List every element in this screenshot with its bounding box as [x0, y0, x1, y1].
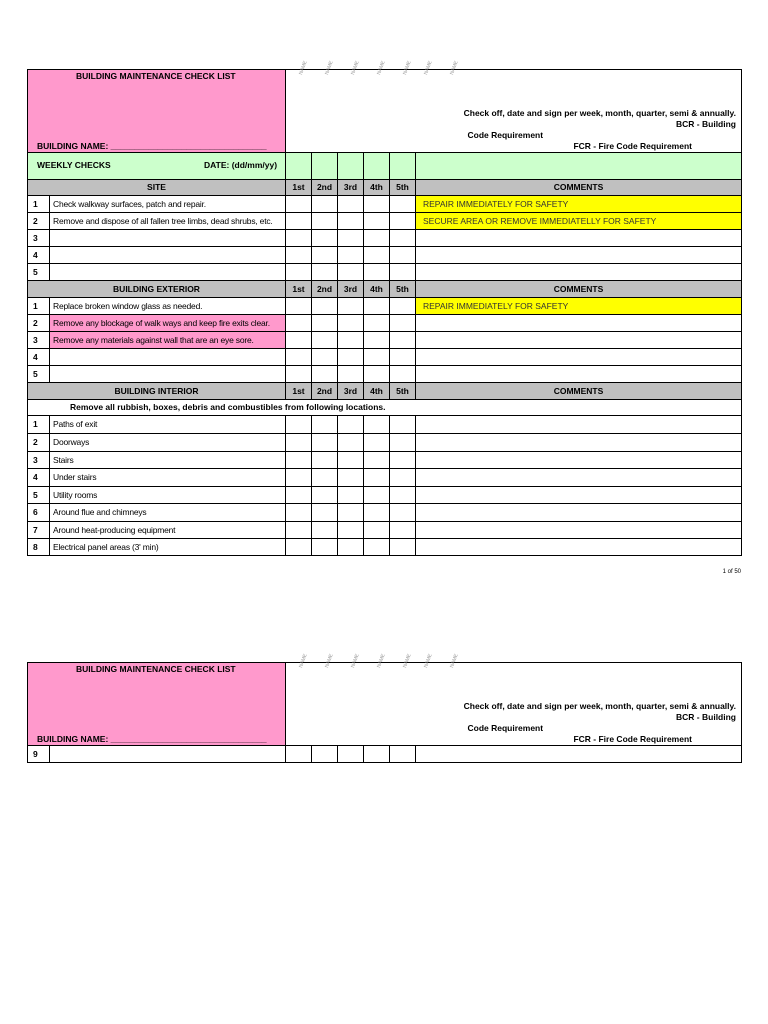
task-item[interactable]	[50, 746, 286, 763]
weekly-checks-row	[28, 153, 286, 180]
check-cell[interactable]	[286, 349, 312, 366]
task-item: Replace broken window glass as needed.	[50, 298, 286, 315]
table-row	[28, 315, 742, 332]
name-column-1[interactable]: NAME	[286, 663, 312, 746]
check-cell[interactable]	[338, 332, 364, 349]
row-number: 2	[28, 213, 50, 230]
check-cell[interactable]	[390, 264, 416, 281]
check-cell[interactable]	[390, 332, 416, 349]
title-block	[28, 663, 286, 746]
check-cell[interactable]	[312, 522, 338, 539]
check-cell[interactable]	[338, 264, 364, 281]
check-cell[interactable]	[312, 366, 338, 383]
comment-cell[interactable]	[416, 487, 742, 504]
col-5th-header: 5th	[390, 281, 416, 298]
table-row	[28, 504, 742, 522]
table-row	[28, 522, 742, 539]
row-number: 7	[28, 522, 50, 539]
page-number: 1 of 50	[722, 569, 741, 575]
col-3rd-header: 3rd	[338, 383, 364, 400]
row-number: 2	[28, 434, 50, 452]
instructions-text: Check off, date and sign per week, month, quarter, semi & annually.	[463, 701, 736, 711]
comment-cell[interactable]	[416, 452, 742, 469]
check-cell[interactable]	[338, 247, 364, 264]
check-cell[interactable]	[364, 213, 390, 230]
check-cell[interactable]	[390, 434, 416, 452]
weekly-checks-label: WEEKLY CHECKS	[37, 160, 111, 170]
check-cell[interactable]	[312, 196, 338, 213]
check-cell[interactable]	[364, 522, 390, 539]
check-cell[interactable]	[364, 416, 390, 434]
check-cell[interactable]	[390, 504, 416, 522]
checklist-table	[27, 60, 742, 556]
table-row	[28, 487, 742, 504]
check-cell[interactable]	[364, 366, 390, 383]
check-cell[interactable]	[286, 434, 312, 452]
col-4th-header: 4th	[364, 180, 390, 196]
task-item: Around flue and chimneys	[50, 504, 286, 522]
check-cell[interactable]	[390, 349, 416, 366]
comment-cell[interactable]	[416, 539, 742, 556]
task-item: Utility rooms	[50, 487, 286, 504]
table-row	[28, 196, 742, 213]
check-cell[interactable]	[312, 539, 338, 556]
comment-cell[interactable]	[416, 746, 742, 763]
task-item[interactable]	[50, 230, 286, 247]
comment-cell[interactable]	[416, 230, 742, 247]
row-number: 5	[28, 264, 50, 281]
table-row	[28, 469, 742, 487]
table-row	[28, 746, 742, 763]
interior-note: Remove all rubbish, boxes, debris and combustibles from following locations.	[28, 400, 742, 416]
task-item: Paths of exit	[50, 416, 286, 434]
comment-cell[interactable]	[416, 349, 742, 366]
instructions-block: NAME NAME Check off, date and sign per week, month, quarter, semi & annually. BCR - Building Code Requirement FCR - Fire Code Requirement	[416, 663, 742, 746]
name-column-4[interactable]: NAME	[364, 70, 390, 153]
task-item[interactable]	[50, 264, 286, 281]
check-cell[interactable]	[312, 746, 338, 763]
check-cell[interactable]	[286, 539, 312, 556]
row-number: 6	[28, 504, 50, 522]
check-cell[interactable]	[312, 332, 338, 349]
check-cell[interactable]	[390, 746, 416, 763]
check-cell[interactable]	[312, 349, 338, 366]
comments-header: COMMENTS	[416, 180, 742, 196]
check-cell[interactable]	[312, 298, 338, 315]
check-cell[interactable]	[390, 213, 416, 230]
name-column-5[interactable]: NAME	[390, 70, 416, 153]
date-cell-3rd[interactable]	[338, 153, 364, 180]
col-1st-header: 1st	[286, 180, 312, 196]
date-cell-1st[interactable]	[286, 153, 312, 180]
check-cell[interactable]	[312, 487, 338, 504]
name-column-2[interactable]: NAME	[312, 663, 338, 746]
check-cell[interactable]	[338, 416, 364, 434]
date-label: DATE: (dd/mm/yy)	[204, 160, 278, 170]
check-cell[interactable]	[338, 196, 364, 213]
check-cell[interactable]	[286, 452, 312, 469]
check-cell[interactable]	[338, 746, 364, 763]
title-block	[28, 70, 286, 153]
table-row	[28, 416, 742, 434]
check-cell[interactable]	[364, 469, 390, 487]
check-cell[interactable]	[312, 434, 338, 452]
col-2nd-header: 2nd	[312, 281, 338, 298]
check-cell[interactable]	[364, 264, 390, 281]
table-row	[28, 264, 742, 281]
row-number: 5	[28, 487, 50, 504]
name-column-4[interactable]: NAME	[364, 663, 390, 746]
check-cell[interactable]	[338, 452, 364, 469]
check-cell[interactable]	[286, 746, 312, 763]
check-cell[interactable]	[286, 298, 312, 315]
task-item: Stairs	[50, 452, 286, 469]
task-item: Around heat-producing equipment	[50, 522, 286, 539]
row-number: 8	[28, 539, 50, 556]
task-item: Remove any materials against wall that are an eye sore.	[50, 332, 286, 349]
check-cell[interactable]	[390, 230, 416, 247]
row-number: 9	[28, 746, 50, 763]
instructions-block: NAME NAME Check off, date and sign per week, month, quarter, semi & annually. BCR - Building Code Requirement FCR - Fire Code Requirement	[416, 70, 742, 153]
col-4th-header: 4th	[364, 383, 390, 400]
section-interior-title: BUILDING INTERIOR	[28, 383, 286, 400]
bcr-text-2: Code Requirement	[467, 723, 544, 733]
date-cell-4th[interactable]	[364, 153, 390, 180]
row-number: 3	[28, 230, 50, 247]
check-cell[interactable]	[390, 487, 416, 504]
table-row	[28, 298, 742, 315]
check-cell[interactable]	[390, 416, 416, 434]
section-exterior-title: BUILDING EXTERIOR	[28, 281, 286, 298]
check-cell[interactable]	[338, 522, 364, 539]
check-cell[interactable]	[364, 332, 390, 349]
col-1st-header: 1st	[286, 281, 312, 298]
date-cell-2nd[interactable]	[312, 153, 338, 180]
col-3rd-header: 3rd	[338, 180, 364, 196]
check-cell[interactable]	[338, 539, 364, 556]
check-cell[interactable]	[364, 349, 390, 366]
comment-cell[interactable]	[416, 434, 742, 452]
check-cell[interactable]	[390, 298, 416, 315]
check-cell[interactable]	[286, 522, 312, 539]
check-cell[interactable]	[286, 264, 312, 281]
check-cell[interactable]	[364, 434, 390, 452]
check-cell[interactable]	[364, 247, 390, 264]
check-cell[interactable]	[364, 504, 390, 522]
col-2nd-header: 2nd	[312, 180, 338, 196]
check-cell[interactable]	[312, 452, 338, 469]
check-cell[interactable]	[286, 315, 312, 332]
check-cell[interactable]	[286, 416, 312, 434]
check-cell[interactable]	[286, 196, 312, 213]
row-number: 3	[28, 332, 50, 349]
date-cell-comments[interactable]	[416, 153, 742, 180]
building-name-field[interactable]: BUILDING NAME: _________________________________	[37, 733, 267, 744]
check-cell[interactable]	[338, 213, 364, 230]
check-cell[interactable]	[364, 452, 390, 469]
check-cell[interactable]	[364, 196, 390, 213]
check-cell[interactable]	[390, 366, 416, 383]
page-title: BUILDING MAINTENANCE CHECK LIST	[76, 664, 236, 674]
task-item: Check walkway surfaces, patch and repair.	[50, 196, 286, 213]
task-item: Under stairs	[50, 469, 286, 487]
row-number: 4	[28, 469, 50, 487]
table-row	[28, 332, 742, 349]
col-1st-header: 1st	[286, 383, 312, 400]
bcr-text-2: Code Requirement	[467, 130, 544, 140]
comment-cell[interactable]	[416, 264, 742, 281]
comment-cell[interactable]: REPAIR IMMEDIATELY FOR SAFETY	[416, 196, 742, 213]
row-number: 2	[28, 315, 50, 332]
check-cell[interactable]	[364, 539, 390, 556]
check-cell[interactable]	[312, 416, 338, 434]
table-row	[28, 539, 742, 556]
comment-cell[interactable]	[416, 522, 742, 539]
check-cell[interactable]	[286, 366, 312, 383]
table-row	[28, 366, 742, 383]
check-cell[interactable]	[338, 469, 364, 487]
comment-cell[interactable]	[416, 416, 742, 434]
check-cell[interactable]	[286, 469, 312, 487]
page-title: BUILDING MAINTENANCE CHECK LIST	[76, 71, 236, 81]
name-column-3[interactable]: NAME	[338, 70, 364, 153]
check-cell[interactable]	[312, 213, 338, 230]
check-cell[interactable]	[390, 452, 416, 469]
comment-cell[interactable]	[416, 332, 742, 349]
check-cell[interactable]	[286, 487, 312, 504]
table-row	[28, 434, 742, 452]
check-cell[interactable]	[364, 315, 390, 332]
check-cell[interactable]	[338, 349, 364, 366]
col-2nd-header: 2nd	[312, 383, 338, 400]
section-site-title: SITE	[28, 180, 286, 196]
checklist-page-1	[27, 60, 741, 575]
check-cell[interactable]	[338, 487, 364, 504]
comment-cell[interactable]: SECURE AREA OR REMOVE IMMEDIATELLY FOR SAFETY	[416, 213, 742, 230]
check-cell[interactable]	[338, 434, 364, 452]
check-cell[interactable]	[312, 264, 338, 281]
checklist-table-continued	[27, 653, 742, 763]
task-item: Electrical panel areas (3' min)	[50, 539, 286, 556]
bcr-text-1: BCR - Building	[676, 119, 736, 129]
check-cell[interactable]	[286, 332, 312, 349]
building-name-field[interactable]: BUILDING NAME: _________________________________	[37, 140, 267, 151]
check-cell[interactable]	[390, 469, 416, 487]
row-number: 4	[28, 349, 50, 366]
task-item[interactable]	[50, 247, 286, 264]
check-cell[interactable]	[390, 247, 416, 264]
check-cell[interactable]	[338, 366, 364, 383]
name-column-5[interactable]: NAME	[390, 663, 416, 746]
check-cell[interactable]	[364, 230, 390, 247]
comment-cell[interactable]	[416, 366, 742, 383]
task-item: Remove any blockage of walk ways and keep fire exits clear.	[50, 315, 286, 332]
check-cell[interactable]	[286, 230, 312, 247]
check-cell[interactable]	[390, 315, 416, 332]
check-cell[interactable]	[312, 504, 338, 522]
col-3rd-header: 3rd	[338, 281, 364, 298]
check-cell[interactable]	[364, 746, 390, 763]
check-cell[interactable]	[312, 315, 338, 332]
checklist-page-2	[27, 653, 741, 763]
check-cell[interactable]	[390, 522, 416, 539]
comments-header: COMMENTS	[416, 281, 742, 298]
name-column-1[interactable]: NAME	[286, 70, 312, 153]
task-item: Remove and dispose of all fallen tree limbs, dead shrubs, etc.	[50, 213, 286, 230]
check-cell[interactable]	[286, 213, 312, 230]
table-row	[28, 349, 742, 366]
check-cell[interactable]	[312, 230, 338, 247]
comment-cell[interactable]	[416, 504, 742, 522]
row-number: 1	[28, 416, 50, 434]
bcr-text-1: BCR - Building	[676, 712, 736, 722]
check-cell[interactable]	[338, 298, 364, 315]
comment-cell[interactable]	[416, 247, 742, 264]
row-number: 5	[28, 366, 50, 383]
date-cell-5th[interactable]	[390, 153, 416, 180]
col-4th-header: 4th	[364, 281, 390, 298]
fcr-text: FCR - Fire Code Requirement	[573, 734, 692, 744]
check-cell[interactable]	[338, 315, 364, 332]
check-cell[interactable]	[390, 539, 416, 556]
name-column-2[interactable]: NAME	[312, 70, 338, 153]
instructions-text: Check off, date and sign per week, month, quarter, semi & annually.	[463, 108, 736, 118]
fcr-text: FCR - Fire Code Requirement	[573, 141, 692, 151]
table-row	[28, 247, 742, 264]
table-row	[28, 452, 742, 469]
row-number: 4	[28, 247, 50, 264]
check-cell[interactable]	[286, 504, 312, 522]
comment-cell[interactable]	[416, 315, 742, 332]
task-item: Doorways	[50, 434, 286, 452]
row-number: 3	[28, 452, 50, 469]
check-cell[interactable]	[364, 487, 390, 504]
check-cell[interactable]	[312, 247, 338, 264]
comment-cell[interactable]	[416, 469, 742, 487]
check-cell[interactable]	[338, 504, 364, 522]
col-5th-header: 5th	[390, 383, 416, 400]
row-number: 1	[28, 298, 50, 315]
comment-cell[interactable]: REPAIR IMMEDIATELY FOR SAFETY	[416, 298, 742, 315]
row-number: 1	[28, 196, 50, 213]
col-5th-header: 5th	[390, 180, 416, 196]
name-column-3[interactable]: NAME	[338, 663, 364, 746]
check-cell[interactable]	[312, 469, 338, 487]
check-cell[interactable]	[364, 298, 390, 315]
check-cell[interactable]	[286, 247, 312, 264]
task-item[interactable]	[50, 366, 286, 383]
table-row	[28, 213, 742, 230]
comments-header: COMMENTS	[416, 383, 742, 400]
task-item[interactable]	[50, 349, 286, 366]
check-cell[interactable]	[390, 196, 416, 213]
table-row	[28, 230, 742, 247]
check-cell[interactable]	[338, 230, 364, 247]
